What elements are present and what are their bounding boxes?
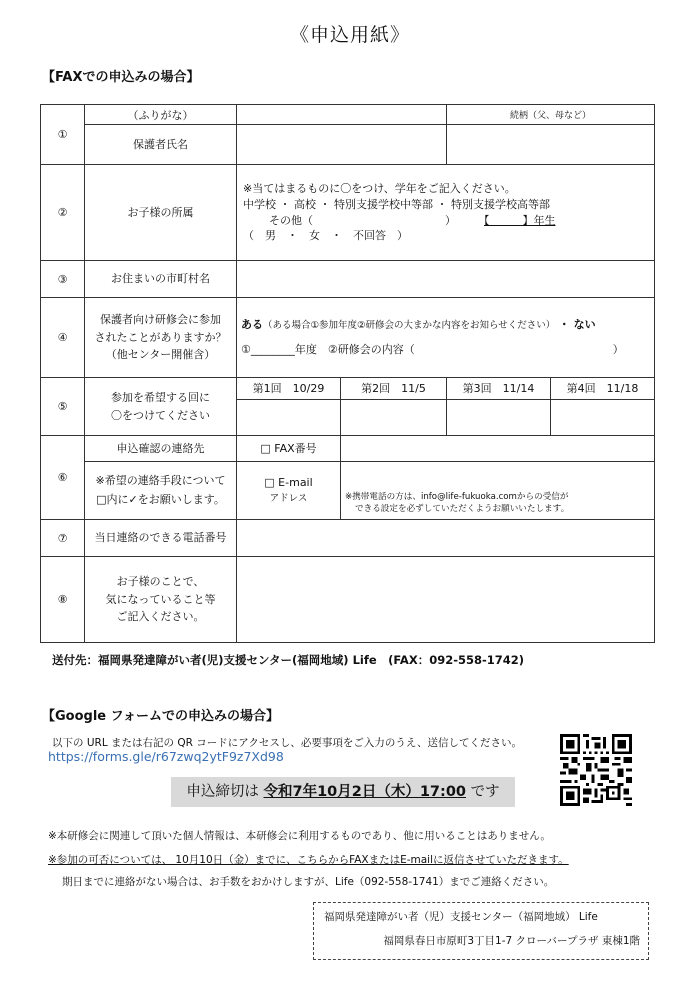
gender-options: （ 男 ・ 女 ・ 不回答 ） bbox=[243, 229, 408, 243]
guardian-name-label: 保護者氏名 bbox=[85, 125, 237, 165]
child-affiliation-field[interactable] bbox=[237, 165, 655, 261]
reply-note: ※参加の可否については、 10月10日（金）までに、こちらからFAXまたはE-mailに返信させていただきます。 bbox=[48, 854, 569, 866]
session-3-cell[interactable] bbox=[447, 378, 551, 436]
row-1-number: ① bbox=[41, 105, 85, 165]
contact-note-1: ※希望の連絡手段について bbox=[95, 473, 226, 487]
privacy-note: ※本研修会に関連して頂いた個人情報は、本研修会に利用するものであり、他に用いることはありません。 bbox=[48, 830, 551, 842]
past-training-label-1: 保護者向け研修会に参加 bbox=[100, 313, 221, 327]
concerns-label-3: ご記入ください。 bbox=[116, 610, 205, 624]
day-phone-label: 当日連絡のできる電話番号 bbox=[85, 520, 237, 557]
school-options: 中学校 ・ 高校 ・ 特別支援学校中等部 ・ 特別支援学校高等部 bbox=[243, 197, 550, 211]
email-note-2: できる設定を必ずしていただくようお願いいたします。 bbox=[355, 503, 570, 514]
past-training-field[interactable] bbox=[237, 298, 655, 378]
contact-method-label: 申込確認の連絡先 bbox=[85, 436, 237, 462]
session-label-2: 〇をつけてください bbox=[111, 408, 210, 422]
concerns-input[interactable] bbox=[237, 557, 655, 643]
yes-option: ある bbox=[241, 318, 263, 332]
row-5-number: ⑤ bbox=[41, 378, 85, 436]
email-checkbox-cell[interactable] bbox=[237, 462, 341, 520]
fax-number-input[interactable] bbox=[341, 436, 655, 462]
child-affiliation-label: お子様の所属 bbox=[85, 165, 237, 261]
session-1-cell[interactable] bbox=[237, 378, 341, 436]
session-2-cell[interactable] bbox=[341, 378, 447, 436]
affiliation-instruction: ※当てはまるものに〇をつけ、学年をご記入ください。 bbox=[243, 181, 516, 195]
grade-field: 【 】年生 bbox=[484, 213, 556, 227]
session-label-1: 参加を希望する回に bbox=[111, 391, 210, 405]
contact-address: 福岡県春日市原町3丁目1-7 クローバープラザ 東棟1階 bbox=[383, 935, 640, 947]
relation-label: 続柄（父、母など） bbox=[447, 105, 655, 125]
day-phone-input[interactable] bbox=[237, 520, 655, 557]
row-8-number: ⑧ bbox=[41, 557, 85, 643]
google-instructions: 以下の URL または右記の QR コードにアクセスし、必要事項をご入力のうえ、送信してください。 bbox=[52, 737, 523, 749]
concerns-label-1: お子様のことで、 bbox=[116, 575, 205, 589]
contact-box bbox=[313, 902, 649, 960]
furigana-label: （ふりがな） bbox=[85, 105, 237, 125]
qr-code-icon[interactable] bbox=[560, 734, 632, 806]
page-title: 《申込用紙》 bbox=[289, 24, 410, 46]
row-4-number: ④ bbox=[41, 298, 85, 378]
past-training-label-2: されたことがありますか？ bbox=[94, 330, 227, 344]
guardian-name-input[interactable] bbox=[237, 125, 447, 165]
contact-org: 福岡県発達障がい者（児）支援センター（福岡地域） Life bbox=[324, 911, 598, 923]
application-form-table bbox=[40, 104, 655, 643]
email-address-label: アドレス bbox=[269, 492, 308, 504]
fax-checkbox-label[interactable]: □ FAX番号 bbox=[237, 436, 341, 462]
session-1-label: 第1回 10/29 bbox=[237, 378, 340, 400]
row-2-number: ② bbox=[41, 165, 85, 261]
session-3-label: 第3回 11/14 bbox=[447, 378, 550, 400]
yes-note: （ある場合①参加年度②研修会の大まかな内容をお知らせください） bbox=[263, 320, 556, 332]
no-option: ・ ない bbox=[558, 318, 596, 332]
fax-section-heading: 【FAXでの申込みの場合】 bbox=[42, 70, 200, 85]
row-7-number: ⑦ bbox=[41, 520, 85, 557]
row-6-number: ⑥ bbox=[41, 436, 85, 520]
email-checkbox-label: □ E-mail bbox=[264, 476, 313, 490]
email-note-1: ※携帯電話の方は、info@life-fukuoka.comからの受信が bbox=[345, 491, 569, 502]
past-training-label-3: （他センター開催含） bbox=[105, 348, 216, 362]
municipality-input[interactable] bbox=[237, 261, 655, 298]
contact-fallback-note: 期日までに連絡がない場合は、お手数をおかけしますが、Life（092-558-1741）までご連絡ください。 bbox=[62, 876, 555, 888]
deadline-banner bbox=[171, 777, 515, 807]
other-option: その他（ ） bbox=[269, 213, 456, 227]
deadline-prefix: 申込締切は bbox=[186, 784, 259, 800]
furigana-input[interactable] bbox=[237, 105, 447, 125]
session-4-cell[interactable] bbox=[551, 378, 655, 436]
session-2-label: 第2回 11/5 bbox=[341, 378, 446, 400]
google-form-link[interactable]: https://forms.gle/r67zwq2ytF9z7Xd98 bbox=[48, 749, 284, 764]
concerns-label-2: 気になっていること等 bbox=[105, 592, 216, 606]
municipality-label: お住まいの市町村名 bbox=[85, 261, 237, 298]
past-training-detail: ①________年度 ②研修会の内容（ ） bbox=[241, 342, 624, 356]
google-section-heading: 【Google フォームでの申込みの場合】 bbox=[42, 709, 279, 724]
session-4-label: 第4回 11/18 bbox=[551, 378, 654, 400]
row-3-number: ③ bbox=[41, 261, 85, 298]
send-to-line: 送付先：福岡県発達障がい者(児)支援センター(福岡地域) Life (FAX：092-558-1742) bbox=[52, 653, 525, 667]
deadline-suffix: です bbox=[470, 784, 500, 800]
deadline-date: 令和7年10月2日（木）17:00 bbox=[263, 784, 466, 800]
relation-input[interactable] bbox=[447, 125, 655, 165]
email-input[interactable] bbox=[341, 462, 655, 520]
contact-note-2: □内に✓をお願いします。 bbox=[96, 492, 225, 506]
